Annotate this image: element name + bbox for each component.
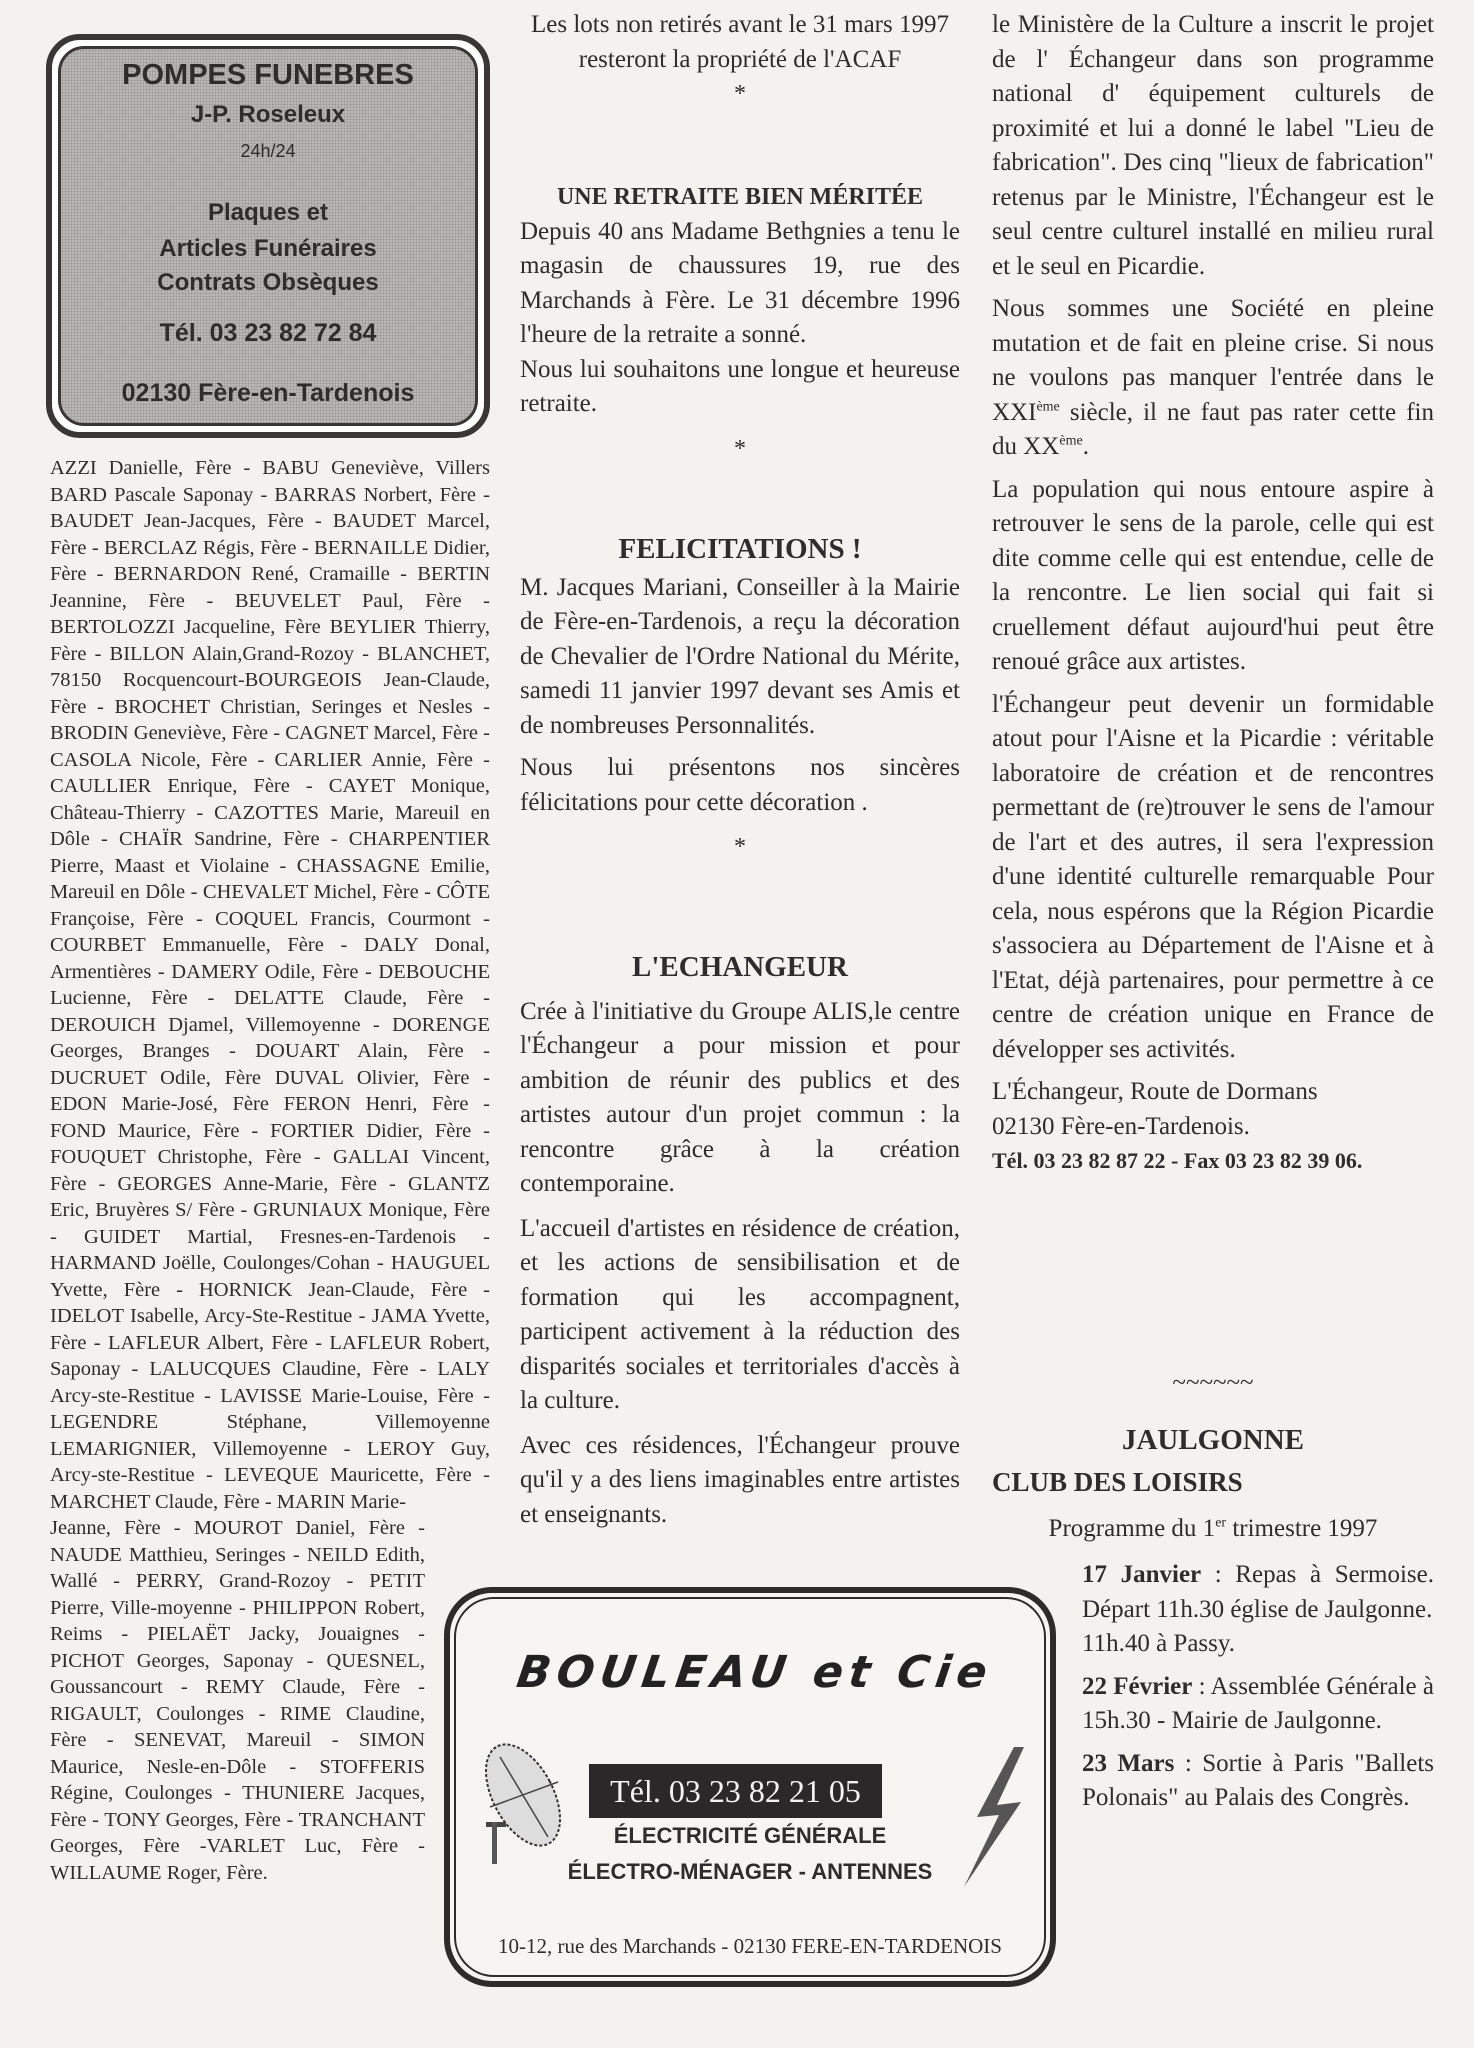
right-p1: le Ministère de la Culture a inscrit le projet de l' Échangeur dans son programme national d' équipement culturels de proximité et lui a donné le label "Lieu de fabrication". Des cinq "lieux de fabrication" retenus par le Ministre, l'Échangeur est le seul centre culturel installé en milieu rural et le seul en Picardie. [992, 11, 1434, 280]
retraite-p1: Depuis 40 ans Madame Bethgnies a tenu le magasin de chaussures 19, rue des Marchands à Fère. Le 31 décembre 1996 l'heure de la retraite a sonné. [520, 217, 960, 348]
programme-item [1082, 1670, 1434, 1739]
ad-line-2: Articles Funéraires [159, 235, 377, 262]
separator-star: * [734, 834, 746, 860]
felicitations-p2: Nous lui présentons nos sincères félicitations pour cette décoration . [520, 754, 960, 816]
felicitations-article [520, 532, 960, 865]
right-p2-c: . [1082, 433, 1089, 460]
funeral-advertisement [46, 34, 490, 438]
programme-text: Programme du 1 [1048, 1514, 1216, 1542]
retraite-title: UNE RETRAITE BIEN MÉRITÉE [556, 184, 924, 210]
item-date: 22 Février [1082, 1672, 1193, 1700]
superscript: ème [1059, 433, 1083, 449]
ad-line-2: ÉLECTRO-MÉNAGER - ANTENNES [567, 1859, 933, 1884]
lots-notice [520, 8, 960, 112]
divider-tilde: ~~~~~~ [1172, 1369, 1254, 1396]
item-text: : Repas à Sermoise. Départ 11h.30 église de Jaulgonne. [1082, 1561, 1434, 1623]
echangeur-p3: Avec ces résidences, l'Échangeur prouve qu'il y a des liens imaginables entre artistes et enseignants. [520, 1431, 960, 1528]
superscript: er [1215, 1515, 1227, 1531]
names-text-part-2: Jeanne, Fère - MOUROT Daniel, Fère - NAUDE Matthieu, Seringes - NEILD Edith, Wallé - PERRY, Grand-Rozoy - PETIT Pierre, Ville-moyenne - PHILIPPON Robert, Reims - PIELAËT Jacky, Jouaignes - PICHOT Georges, Saponay - QUESNEL, Goussancourt - REMY Claude, Fère - RIGAULT, Coulonges - RIME Claudine, Fère - SENEVAT, Mareuil - SIMON Maurice, Nesle-en-Dôle - STOFFERIS Régine, Coulonges - THUNIERE Jacques, Fère - TONY Georges, Fère - TRANCHANT Georges, Fère -VARLET Luc, Fère - WILLAUME Roger, Fère. [50, 1517, 425, 1884]
felicitations-p1: M. Jacques Mariani, Conseiller à la Mairie de Fère-en-Tardenois, a reçu la décoration de Chevalier de l'Ordre National du Mérite, samedi 11 janvier 1997 devant ses Amis et de nombreuses Personnalités. [520, 573, 960, 739]
right-p2-a: Nous sommes une Société en pleine mutation et de fait en pleine crise. Si nous ne voulons pas manquer l'entrée dans le XXI [992, 295, 1434, 426]
programme-item [1082, 1558, 1434, 1662]
echangeur-article [520, 950, 960, 1532]
echangeur-address-1: L'Échangeur, Route de Dormans [992, 1078, 1318, 1105]
ad-panel [58, 46, 478, 426]
electric-advertisement [444, 1587, 1056, 1987]
club-title: CLUB DES LOISIRS [992, 1467, 1243, 1497]
item-extra: 11h.40 à Passy. [1082, 1630, 1236, 1657]
right-p2-b: siècle, il ne faut pas rater cette fin du XX [992, 398, 1434, 460]
right-p2 [992, 292, 1434, 465]
ad-address: 10-12, rue des Marchands - 02130 FERE-EN-TARDENOIS [498, 1934, 1002, 1958]
item-date: 17 Janvier [1082, 1561, 1202, 1588]
jaulgonne-title: JAULGONNE [1121, 1423, 1305, 1456]
ad-line-1: ÉLECTRICITÉ GÉNÉRALE [613, 1823, 887, 1848]
item-text: : Sortie à Paris "Ballets Polonais" au Palais des Congrès. [1082, 1749, 1434, 1811]
ad-line-3: Contrats Obsèques [157, 269, 379, 296]
retraite-p2: Nous lui souhaitons une longue et heureuse retraite. [520, 355, 960, 417]
echangeur-title: L'ECHANGEUR [632, 951, 848, 983]
right-p4: l'Échangeur peut devenir un formidable atout pour l'Aisne et la Picardie : véritable laboratoire de création et de rencontres permettant de (re)trouver le sens de l'amour de l'art et des autres, il sera l'expression d'une identité culturelle remarquable Pour cela, nous espérons que la Région Picardie s'associera au Département de l'Aisne et à l'Etat, déjà partenaires, pour permettre à ce centre de création unique en France de développer ses activités. [992, 690, 1434, 1063]
programme-item [1082, 1747, 1434, 1816]
programme-text: trimestre 1997 [1232, 1514, 1378, 1542]
ad-phone: Tél. 03 23 82 72 84 [159, 319, 377, 347]
superscript: ème [1036, 399, 1060, 415]
ad-line-1: Plaques et [207, 199, 329, 226]
programme-list [1082, 1558, 1434, 1816]
item-text: : Assemblée Générale à 15h.30 - Mairie de Jaulgonne. [1082, 1672, 1434, 1734]
retraite-article [520, 180, 960, 466]
ad-brand: BOULEAU et Cie [513, 1647, 997, 1698]
jaulgonne-section [992, 1366, 1434, 1824]
echangeur-address-2: 02130 Fère-en-Tardenois. [992, 1112, 1250, 1140]
thanks-names-list [50, 455, 490, 1886]
programme-heading [992, 1512, 1434, 1547]
ad-address: 02130 Fère-en-Tardenois [121, 379, 415, 407]
names-text-part-1: AZZI Danielle, Fère - BABU Geneviève, Villers BARD Pascale Saponay - BARRAS Norbert, Fère - BAUDET Jean-Jacques, Fère - BAUDET Marcel, Fère - BERCLAZ Régis, Fère - BERNAILLE Didier, Fère - BERNARDON René, Cramaille - BERTIN Jeannine, Fère - BEUVELET Paul, Fère - BERTOLOZZI Jacqueline, Fère BEYLIER Thierry, Fère - BILLON Alain,Grand-Rozoy - BLANCHET, 78150 Rocquencourt-BOURGEOIS Jean-Claude, Fère - BROCHET Christian, Seringes et Nesles - BRODIN Geneviève, Fère - CAGNET Marcel, Fère - CASOLA Nicole, Fère - CARLIER Annie, Fère - CAULLIER Enrique, Fère - CAYET Monique, Château-Thierry - CAZOTTES Marie, Mareuil en Dôle - CHAÏR Sandrine, Fère - CHARPENTIER Pierre, Maast et Violaine - CHASSAGNE Emilie, Mareuil en Dôle - CHEVALET Michel, Fère - CÔTE Françoise, Fère - COQUEL Francis, Courmont - COURBET Emmanuelle, Fère - DALY Donal, Armentières - DAMERY Odile, Fère - DEBOUCHE Lucienne, Fère - DELATTE Claude, Fère - DEROUICH Djamel, Villemoyenne - DORENGE Georges, Branges - DOUART Alain, Fère - DUCRUET Odile, Fère DUVAL Olivier, Fère - EDON Marie-José, Fère FERON Henri, Fère - FOND Maurice, Fère - FORTIER Didier, Fère - FOUQUET Christophe, Fère - GALLAI Vincent, Fère - GEORGES Anne-Marie, Fère - GLANTZ Eric, Bruyères S/ Fère - GRUNIAUX Monique, Fère - GUIDET Martial, Fresnes-en-Tardenois - HARMAND Joëlle, Coulonges/Cohan - HAUGUEL Yvette, Fère - HORNICK Jean-Claude, Fère - IDELOT Isabelle, Arcy-Ste-Restitue - JAMA Yvette, Fère - LAFLEUR Albert, Fère - LAFLEUR Robert, Saponay - LALUCQUES Claudine, Fère - LALY Arcy-ste-Restitue - LAVISSE Marie-Louise, Fère - LEGENDRE Stéphane, Villemoyenne LEMARIGNIER, Villemoyenne - LEROY Guy, Arcy-ste-Restitue - LEVEQUE Mauricette, Fère - MARCHET Claude, Fère - MARIN Marie- [50, 457, 490, 1513]
ad-title: POMPES FUNEBRES [122, 59, 414, 91]
echangeur-p1: Crée à l'initiative du Groupe ALIS,le centre l'Échangeur a pour mission et pour ambition de réunir des publics et des artistes autour d'un projet commun : la rencontre grâce à la création contemporaine. [520, 997, 960, 1197]
item-date: 23 Mars [1082, 1749, 1175, 1777]
echangeur-contact: Tél. 03 23 82 87 22 - Fax 03 23 82 39 06. [992, 1148, 1363, 1173]
right-p3: La population qui nous entoure aspire à retrouver le sens de la parole, celle qui est dite comme celle qui est entendue, celle de la rencontre. Le lien social qui fait si cruellement défaut aujourd'hui peut être renoué grâce aux artistes. [992, 475, 1434, 675]
separator-star: * [734, 435, 746, 462]
ad-hours: 24h/24 [240, 141, 296, 161]
ad-phone: Tél. 03 23 82 21 05 [589, 1764, 882, 1818]
echangeur-continued [992, 8, 1434, 1179]
echangeur-p2: L'accueil d'artistes en résidence de création, et les actions de sensibilisation et de formation qui les accompagnent, participent activement à la réduction des disparités sociales et territoriales d'accès à la culture. [520, 1214, 960, 1414]
ad-name: J-P. Roseleux [190, 101, 346, 128]
separator-star: * [734, 81, 746, 107]
felicitations-title: FELICITATIONS ! [618, 533, 862, 565]
lots-notice-text: Les lots non retirés avant le 31 mars 1997 resteront la propriété de l'ACAF [531, 11, 949, 73]
